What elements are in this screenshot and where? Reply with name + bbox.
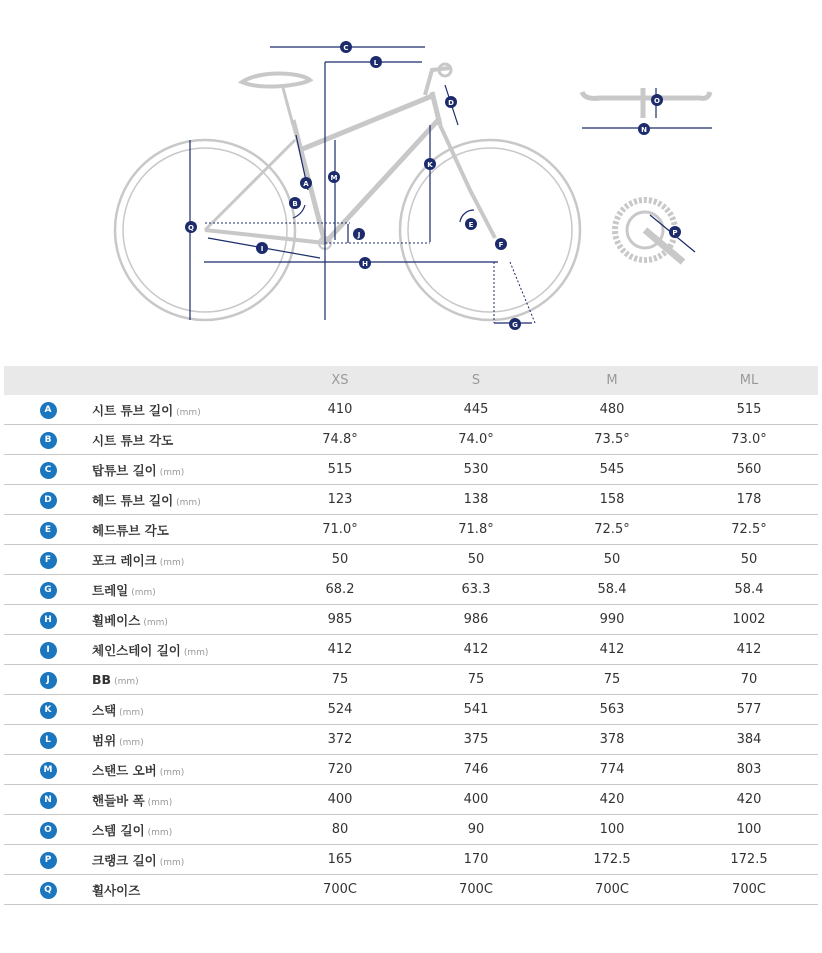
- svg-text:Q: Q: [188, 224, 194, 232]
- code-cell: [4, 785, 92, 815]
- measurement-name-cell: [92, 605, 272, 635]
- measurement-name: 포크 레이크: [92, 552, 157, 568]
- header-size-ml: ML: [680, 366, 818, 395]
- value-cell-ml: 384: [680, 725, 818, 755]
- measurement-unit: (mm): [143, 617, 168, 628]
- value-cell-ml: 420: [680, 785, 818, 815]
- value-cell-m: 100: [544, 815, 680, 845]
- svg-text:O: O: [654, 97, 660, 105]
- table-row: [4, 725, 818, 755]
- marker-d: [445, 96, 457, 108]
- value-cell-xs: 372: [272, 725, 408, 755]
- svg-text:C: C: [343, 44, 349, 52]
- value-cell-xs: 524: [272, 695, 408, 725]
- value-cell-xs: 720: [272, 755, 408, 785]
- value-cell-xs: 410: [272, 395, 408, 425]
- marker-o: [651, 94, 663, 106]
- code-cell: [4, 605, 92, 635]
- svg-text:B: B: [292, 200, 298, 208]
- measurement-unit: (mm): [147, 827, 173, 838]
- measurement-name: 범위: [92, 732, 117, 748]
- measurement-name: 휠사이즈: [92, 882, 141, 898]
- code-badge: C: [40, 462, 57, 479]
- value-cell-xs: 515: [272, 455, 408, 485]
- table-header-row: [4, 366, 818, 395]
- measurement-unit: (mm): [147, 797, 173, 808]
- value-cell-xs: 71.0°: [272, 515, 408, 545]
- marker-c: [340, 41, 352, 53]
- bike-frame: [205, 64, 495, 249]
- code-badge: H: [40, 612, 57, 629]
- header-size-m: M: [544, 366, 680, 395]
- measurement-unit: (mm): [159, 557, 185, 568]
- table-row: [4, 785, 818, 815]
- table-row: [4, 545, 818, 575]
- value-cell-ml: 72.5°: [680, 515, 818, 545]
- value-cell-s: 445: [408, 395, 544, 425]
- measurement-name-cell: [92, 785, 272, 815]
- code-badge: A: [40, 402, 57, 419]
- svg-text:J: J: [357, 231, 361, 239]
- code-badge: B: [40, 432, 57, 449]
- code-badge: E: [40, 522, 57, 539]
- code-cell: [4, 425, 92, 455]
- value-cell-xs: 123: [272, 485, 408, 515]
- table-row: [4, 515, 818, 545]
- value-cell-m: 50: [544, 545, 680, 575]
- measurement-name-cell: [92, 455, 272, 485]
- code-cell: [4, 545, 92, 575]
- marker-a: [300, 177, 312, 189]
- table-row: [4, 755, 818, 785]
- measurement-unit: (mm): [159, 467, 185, 478]
- value-cell-xs: 985: [272, 605, 408, 635]
- measurement-name: 헤드 튜브 길이: [92, 492, 174, 508]
- code-cell: [4, 575, 92, 605]
- value-cell-xs: 68.2: [272, 575, 408, 605]
- measurement-name: 스템 길이: [92, 822, 145, 838]
- marker-j: [353, 228, 365, 240]
- code-badge: O: [40, 822, 57, 839]
- crankset-detail: [615, 200, 695, 262]
- value-cell-m: 545: [544, 455, 680, 485]
- marker-h: [359, 257, 371, 269]
- marker-n: [638, 123, 650, 135]
- value-cell-m: 58.4: [544, 575, 680, 605]
- value-cell-s: 541: [408, 695, 544, 725]
- measurement-name: 탑튜브 길이: [92, 462, 157, 478]
- value-cell-xs: 50: [272, 545, 408, 575]
- value-cell-s: 90: [408, 815, 544, 845]
- value-cell-xs: 74.8°: [272, 425, 408, 455]
- measurement-name-cell: [92, 485, 272, 515]
- marker-k: [424, 158, 436, 170]
- table-row: [4, 845, 818, 875]
- value-cell-s: 170: [408, 845, 544, 875]
- value-cell-xs: 75: [272, 665, 408, 695]
- code-cell: [4, 395, 92, 425]
- value-cell-s: 138: [408, 485, 544, 515]
- value-cell-m: 420: [544, 785, 680, 815]
- value-cell-ml: 73.0°: [680, 425, 818, 455]
- header-code: [4, 366, 92, 395]
- code-cell: [4, 515, 92, 545]
- value-cell-m: 412: [544, 635, 680, 665]
- marker-e: [465, 218, 477, 230]
- value-cell-m: 158: [544, 485, 680, 515]
- measurement-name: 스택: [92, 702, 117, 718]
- value-cell-ml: 50: [680, 545, 818, 575]
- table-row: [4, 605, 818, 635]
- table-row: [4, 575, 818, 605]
- code-badge: L: [40, 732, 57, 749]
- value-cell-s: 746: [408, 755, 544, 785]
- value-cell-xs: 400: [272, 785, 408, 815]
- code-badge: M: [40, 762, 57, 779]
- table-body: [4, 395, 818, 905]
- code-badge: G: [40, 582, 57, 599]
- svg-text:D: D: [448, 99, 454, 107]
- measurement-unit: (mm): [131, 587, 156, 598]
- measurement-name-cell: [92, 545, 272, 575]
- measurement-name-cell: [92, 875, 272, 905]
- measurement-name: 핸들바 폭: [92, 792, 145, 808]
- code-cell: [4, 665, 92, 695]
- value-cell-xs: 165: [272, 845, 408, 875]
- measurement-unit: (mm): [176, 497, 201, 508]
- marker-m: [328, 171, 340, 183]
- value-cell-ml: 515: [680, 395, 818, 425]
- measurement-name-cell: [92, 725, 272, 755]
- measurement-name: 시트 튜브 길이: [92, 402, 174, 418]
- measurement-name-cell: [92, 575, 272, 605]
- code-badge: N: [40, 792, 57, 809]
- value-cell-s: 63.3: [408, 575, 544, 605]
- measurement-unit: (mm): [176, 407, 201, 418]
- table-row: [4, 395, 818, 425]
- value-cell-m: 75: [544, 665, 680, 695]
- handlebar-detail: [582, 88, 712, 128]
- measurement-name: 크랭크 길이: [92, 852, 157, 868]
- measurement-name-cell: [92, 845, 272, 875]
- code-badge: J: [40, 672, 57, 689]
- geometry-table: [4, 366, 818, 905]
- value-cell-ml: 577: [680, 695, 818, 725]
- value-cell-s: 986: [408, 605, 544, 635]
- value-cell-s: 71.8°: [408, 515, 544, 545]
- value-cell-s: 74.0°: [408, 425, 544, 455]
- code-cell: [4, 845, 92, 875]
- svg-text:P: P: [672, 229, 678, 237]
- value-cell-s: 700C: [408, 875, 544, 905]
- table-row: [4, 815, 818, 845]
- dimension-lines: [190, 47, 535, 323]
- measurement-unit: (mm): [159, 857, 185, 868]
- marker-l: [370, 56, 382, 68]
- measurement-name-cell: [92, 665, 272, 695]
- code-badge: Q: [40, 882, 57, 899]
- svg-text:N: N: [641, 126, 647, 134]
- measurement-name-cell: [92, 815, 272, 845]
- code-cell: [4, 875, 92, 905]
- svg-text:I: I: [260, 245, 264, 253]
- header-name: [92, 366, 272, 395]
- code-cell: [4, 695, 92, 725]
- measurement-name: 체인스테이 길이: [92, 642, 181, 658]
- measurement-name-cell: [92, 755, 272, 785]
- value-cell-ml: 803: [680, 755, 818, 785]
- value-cell-s: 530: [408, 455, 544, 485]
- value-cell-ml: 70: [680, 665, 818, 695]
- value-cell-m: 72.5°: [544, 515, 680, 545]
- measurement-name: BB: [92, 672, 112, 687]
- code-badge: I: [40, 642, 57, 659]
- measurement-name-cell: [92, 395, 272, 425]
- marker-f: [495, 238, 507, 250]
- code-badge: P: [40, 852, 57, 869]
- bike-geometry-diagram: [0, 0, 822, 350]
- value-cell-m: 73.5°: [544, 425, 680, 455]
- header-size-s: S: [408, 366, 544, 395]
- value-cell-ml: 560: [680, 455, 818, 485]
- code-cell: [4, 755, 92, 785]
- code-cell: [4, 815, 92, 845]
- value-cell-s: 375: [408, 725, 544, 755]
- value-cell-ml: 100: [680, 815, 818, 845]
- code-cell: [4, 455, 92, 485]
- value-cell-s: 50: [408, 545, 544, 575]
- measurement-unit: (mm): [114, 677, 139, 687]
- measurement-name-cell: [92, 635, 272, 665]
- svg-text:L: L: [373, 59, 379, 67]
- measurement-unit: (mm): [119, 737, 144, 748]
- svg-text:H: H: [362, 260, 368, 268]
- svg-text:M: M: [330, 174, 338, 182]
- measurement-unit: (mm): [119, 707, 144, 718]
- value-cell-m: 700C: [544, 875, 680, 905]
- table-row: [4, 425, 818, 455]
- svg-text:K: K: [427, 161, 433, 169]
- marker-q: [185, 221, 197, 233]
- table-row: [4, 635, 818, 665]
- measurement-name: 헤드튜브 각도: [92, 522, 169, 538]
- value-cell-ml: 1002: [680, 605, 818, 635]
- value-cell-ml: 172.5: [680, 845, 818, 875]
- value-cell-ml: 412: [680, 635, 818, 665]
- value-cell-ml: 700C: [680, 875, 818, 905]
- measurement-name-cell: [92, 425, 272, 455]
- value-cell-s: 400: [408, 785, 544, 815]
- value-cell-m: 563: [544, 695, 680, 725]
- code-cell: [4, 725, 92, 755]
- measurement-name: 스탠드 오버: [92, 762, 157, 778]
- measurement-unit: (mm): [183, 647, 209, 658]
- marker-g: [509, 318, 521, 330]
- value-cell-xs: 412: [272, 635, 408, 665]
- table-row: [4, 695, 818, 725]
- marker-i: [256, 242, 268, 254]
- svg-text:F: F: [498, 241, 504, 249]
- measurement-name: 시트 튜브 각도: [92, 432, 174, 448]
- svg-text:E: E: [468, 221, 474, 229]
- table-row: [4, 665, 818, 695]
- value-cell-m: 172.5: [544, 845, 680, 875]
- code-badge: F: [40, 552, 57, 569]
- marker-p: [669, 226, 681, 238]
- marker-b: [289, 197, 301, 209]
- value-cell-ml: 178: [680, 485, 818, 515]
- code-cell: [4, 635, 92, 665]
- value-cell-ml: 58.4: [680, 575, 818, 605]
- value-cell-xs: 700C: [272, 875, 408, 905]
- svg-text:A: A: [303, 180, 309, 188]
- table-row: [4, 875, 818, 905]
- value-cell-s: 75: [408, 665, 544, 695]
- svg-text:G: G: [512, 321, 518, 329]
- code-badge: K: [40, 702, 57, 719]
- code-badge: D: [40, 492, 57, 509]
- table-row: [4, 455, 818, 485]
- value-cell-m: 990: [544, 605, 680, 635]
- value-cell-m: 774: [544, 755, 680, 785]
- measurement-unit: (mm): [159, 767, 185, 778]
- value-cell-xs: 80: [272, 815, 408, 845]
- measurement-name-cell: [92, 695, 272, 725]
- measurement-name: 트레일: [92, 582, 129, 598]
- header-size-xs: XS: [272, 366, 408, 395]
- value-cell-m: 480: [544, 395, 680, 425]
- code-cell: [4, 485, 92, 515]
- measurement-name: 휠베이스: [92, 612, 141, 628]
- measurement-name-cell: [92, 515, 272, 545]
- value-cell-m: 378: [544, 725, 680, 755]
- table-row: [4, 485, 818, 515]
- value-cell-s: 412: [408, 635, 544, 665]
